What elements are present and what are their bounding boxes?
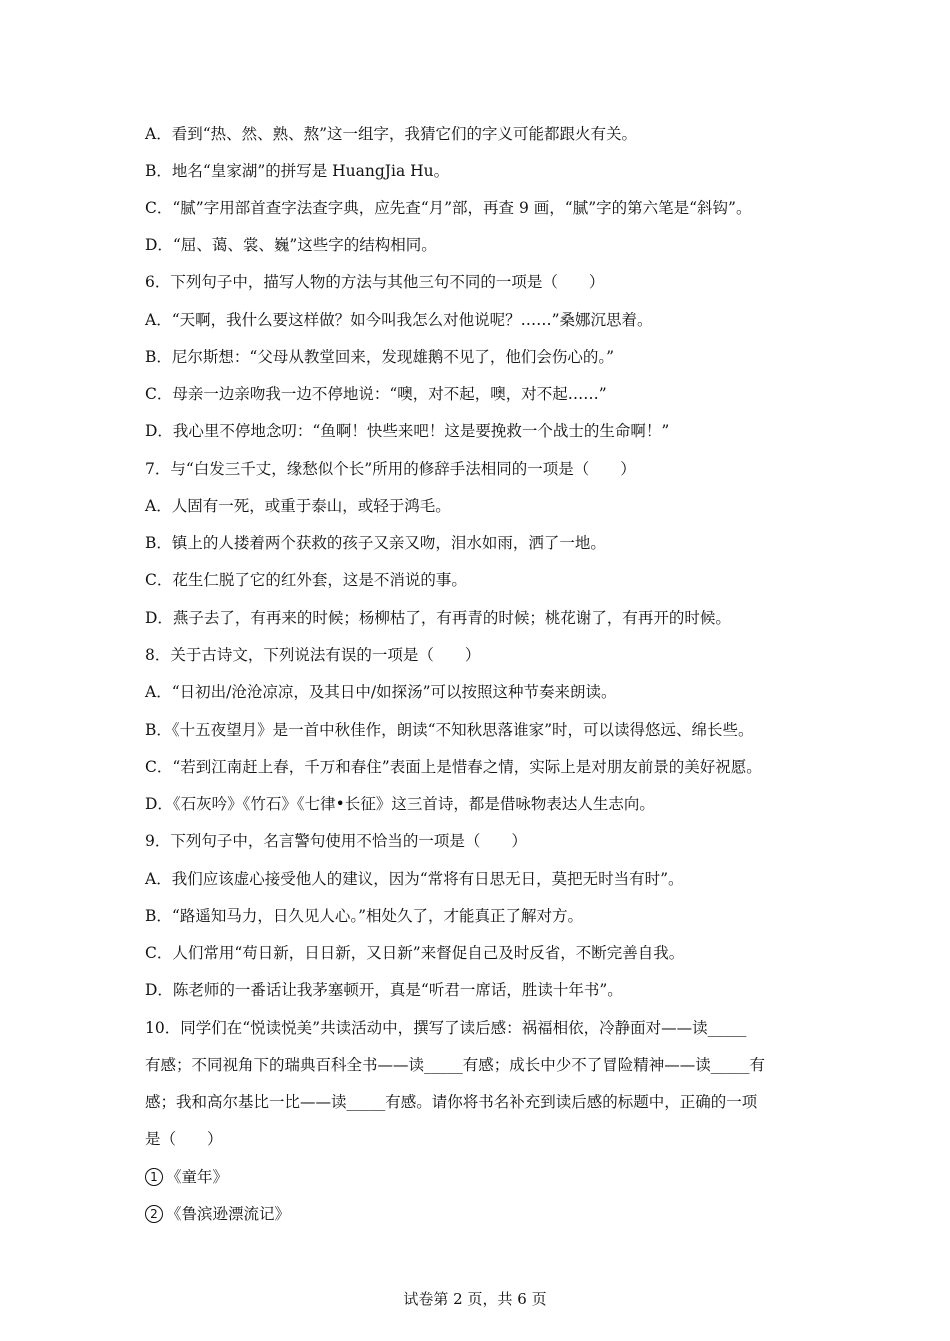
option-7a: A．人固有一死，或重于泰山，或轻于鸿毛。 xyxy=(145,497,451,515)
book-option-2 xyxy=(145,1204,815,1224)
circled-number-2: 2 xyxy=(145,1205,163,1223)
question-10-line-4: 是（ ） xyxy=(145,1130,223,1148)
question-7: 7．与“白发三千丈，缘愁似个长”所用的修辞手法相同的一项是（ ） xyxy=(145,460,636,478)
option-7b: B．镇上的人搂着两个获救的孩子又亲又吻，泪水如雨，洒了一地。 xyxy=(145,534,606,552)
option-6a: A．“天啊，我什么要这样做？如今叫我怎么对他说呢？……”桑娜沉思着。 xyxy=(145,311,653,329)
book-option-1-text: 《童年》 xyxy=(166,1168,229,1186)
option-8c: C．“若到江南赶上春，千万和春住”表面上是惜春之情，实际上是对朋友前景的美好祝愿。 xyxy=(145,758,762,776)
question-9: 9．下列句子中，名言警句使用不恰当的一项是（ ） xyxy=(145,832,527,850)
option-6d: D．我心里不停地念叨：“鱼啊！快些来吧！这是要挽救一个战士的生命啊！” xyxy=(145,422,670,440)
option-5c: C．“腻”字用部首查字法查字典，应先查“月”部，再查 9 画，“腻”字的第六笔是“斜钩”。 xyxy=(145,199,752,217)
book-option-2-text: 《鲁滨逊漂流记》 xyxy=(166,1205,291,1223)
option-6c: C．母亲一边亲吻我一边不停地说：“噢，对不起，噢，对不起……” xyxy=(145,385,607,403)
option-9d: D．陈老师的一番话让我茅塞顿开，真是“听君一席话，胜读十年书”。 xyxy=(145,981,623,999)
option-8a: A．“日初出/沧沧凉凉，及其日中/如探汤”可以按照这种节奏来朗读。 xyxy=(145,683,617,701)
page-footer: 试卷第 2 页，共 6 页 xyxy=(403,1290,547,1308)
option-9b: B．“路遥知马力，日久见人心。”相处久了，才能真正了解对方。 xyxy=(145,907,583,925)
option-7c: C．花生仁脱了它的红外套，这是不消说的事。 xyxy=(145,571,467,589)
option-8d: D．《石灰吟》《竹石》《七律•长征》这三首诗，都是借咏物表达人生志向。 xyxy=(145,795,655,813)
question-10-line-1: 10．同学们在“悦读悦美”共读活动中，撰写了读后感：祸福相依，冷静面对——读_____ xyxy=(145,1019,747,1037)
option-8b: B．《十五夜望月》是一首中秋佳作，朗读“不知秋思落谁家”时，可以读得悠远、绵长些。 xyxy=(145,721,754,739)
option-7d: D．燕子去了，有再来的时候；杨柳枯了，有再青的时候；桃花谢了，有再开的时候。 xyxy=(145,609,731,627)
book-option-1 xyxy=(145,1167,815,1187)
circled-number-1: 1 xyxy=(145,1168,163,1186)
question-8: 8．关于古诗文，下列说法有误的一项是（ ） xyxy=(145,646,481,664)
question-10-line-2: 有感；不同视角下的瑞典百科全书——读_____有感；成长中少不了冒险精神——读_____有 xyxy=(145,1056,766,1074)
question-6: 6．下列句子中，描写人物的方法与其他三句不同的一项是（ ） xyxy=(145,273,605,291)
option-5b: B．地名“皇家湖”的拼写是 HuangJia Hu。 xyxy=(145,162,450,180)
option-5a: A．看到“热、然、熟、熬”这一组字，我猜它们的字义可能都跟火有关。 xyxy=(145,125,638,143)
option-9c: C．人们常用“苟日新，日日新，又日新”来督促自己及时反省，不断完善自我。 xyxy=(145,944,685,962)
option-5d: D．“屈、蔼、裳、巍”这些字的结构相同。 xyxy=(145,236,437,254)
option-6b: B．尼尔斯想：“父母从教堂回来，发现雄鹅不见了，他们会伤心的。” xyxy=(145,348,614,366)
option-9a: A．我们应该虚心接受他人的建议，因为“常将有日思无日，莫把无时当有时”。 xyxy=(145,870,684,888)
question-10-line-3: 感；我和高尔基比一比——读_____有感。请你将书名补充到读后感的标题中，正确的一项 xyxy=(145,1093,758,1111)
